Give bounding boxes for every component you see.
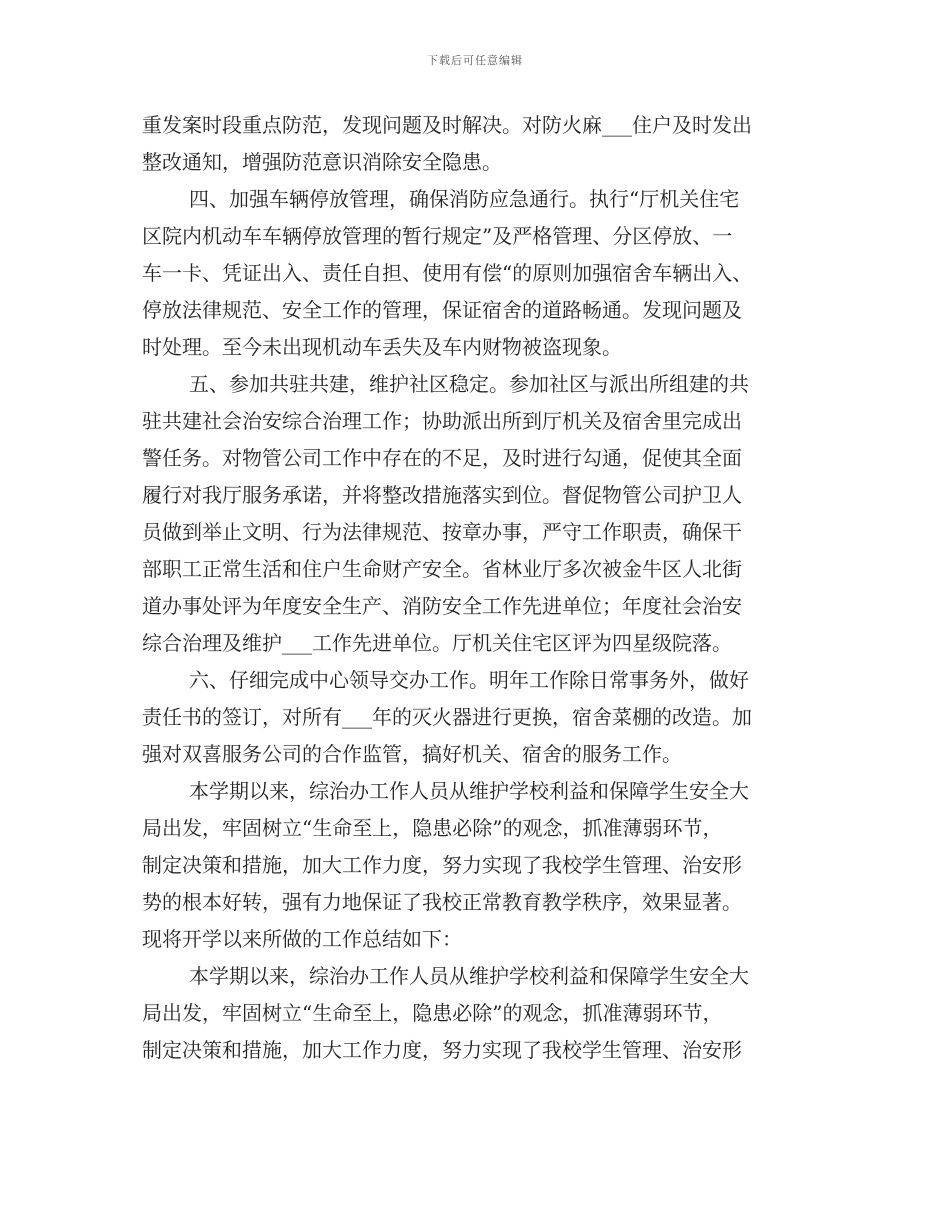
text-line: 道办事处评为年度安全生产、消防安全工作先进单位；年度社会治安 — [142, 594, 742, 618]
text-line: 强对双喜服务公司的合作监管，搞好机关、宿舍的服务工作。 — [142, 742, 682, 766]
paragraph-start-line: 六、仔细完成中心领导交办工作。明年工作除日常事务外，做好 — [189, 668, 749, 692]
text-line: 整改通知，增强防范意识消除安全隐患。 — [142, 150, 502, 174]
text-line: 综合治理及维护___工作先进单位。厅机关住宅区评为四星级院落。 — [142, 631, 732, 655]
text-line: 责任书的签订，对所有___年的灭火器进行更换，宿舍菜棚的改造。加 — [142, 705, 752, 729]
text-line: 重发案时段重点防范，发现问题及时解决。对防火麻___住户及时发出 — [142, 113, 752, 137]
text-line: 制定决策和措施，加大工作力度，努力实现了我校学生管理、治安形 — [142, 853, 742, 877]
text-line: 停放法律规范、安全工作的管理，保证宿舍的道路畅通。发现问题及 — [142, 298, 742, 322]
text-line: 部职工正常生活和住户生命财产安全。省林业厅多次被金牛区人北街 — [142, 557, 742, 581]
paragraph-start-line: 本学期以来，综治办工作人员从维护学校利益和保障学生安全大 — [189, 779, 749, 803]
text-line: 局出发，牢固树立“生命至上，隐患必除”的观念，抓准薄弱环节， — [142, 1001, 723, 1025]
text-line: 驻共建社会治安综合治理工作；协助派出所到厅机关及宿舍里完成出 — [142, 409, 742, 433]
text-line: 警任务。对物管公司工作中存在的不足，及时进行勾通，促使其全面 — [142, 446, 742, 470]
paragraph-start-line: 四、加强车辆停放管理，确保消防应急通行。执行“厅机关住宅 — [189, 187, 740, 211]
text-line: 员做到举止文明、行为法律规范、按章办事，严守工作职责，确保干 — [142, 520, 742, 544]
page-header: 下载后可任意编辑 — [427, 54, 523, 67]
text-line: 时处理。至今未出现机动车丢失及车内财物被盗现象。 — [142, 335, 622, 359]
text-line: 区院内机动车车辆停放管理的暂行规定”及严格管理、分区停放、一 — [142, 224, 733, 248]
text-line: 车一卡、凭证出入、责任自担、使用有偿“的原则加强宿舍车辆出入、 — [142, 261, 753, 285]
paragraph-start-line: 本学期以来，综治办工作人员从维护学校利益和保障学生安全大 — [189, 964, 749, 988]
text-line: 履行对我厅服务承诺，并将整改措施落实到位。督促物管公司护卫人 — [142, 483, 742, 507]
text-line: 局出发，牢固树立“生命至上，隐患必除”的观念，抓准薄弱环节， — [142, 816, 723, 840]
text-line: 制定决策和措施，加大工作力度，努力实现了我校学生管理、治安形 — [142, 1038, 742, 1062]
text-line: 现将开学以来所做的工作总结如下： — [142, 927, 462, 951]
paragraph-start-line: 五、参加共驻共建，维护社区稳定。参加社区与派出所组建的共 — [189, 372, 749, 396]
text-line: 势的根本好转，强有力地保证了我校正常教育教学秩序，效果显著。 — [142, 890, 742, 914]
